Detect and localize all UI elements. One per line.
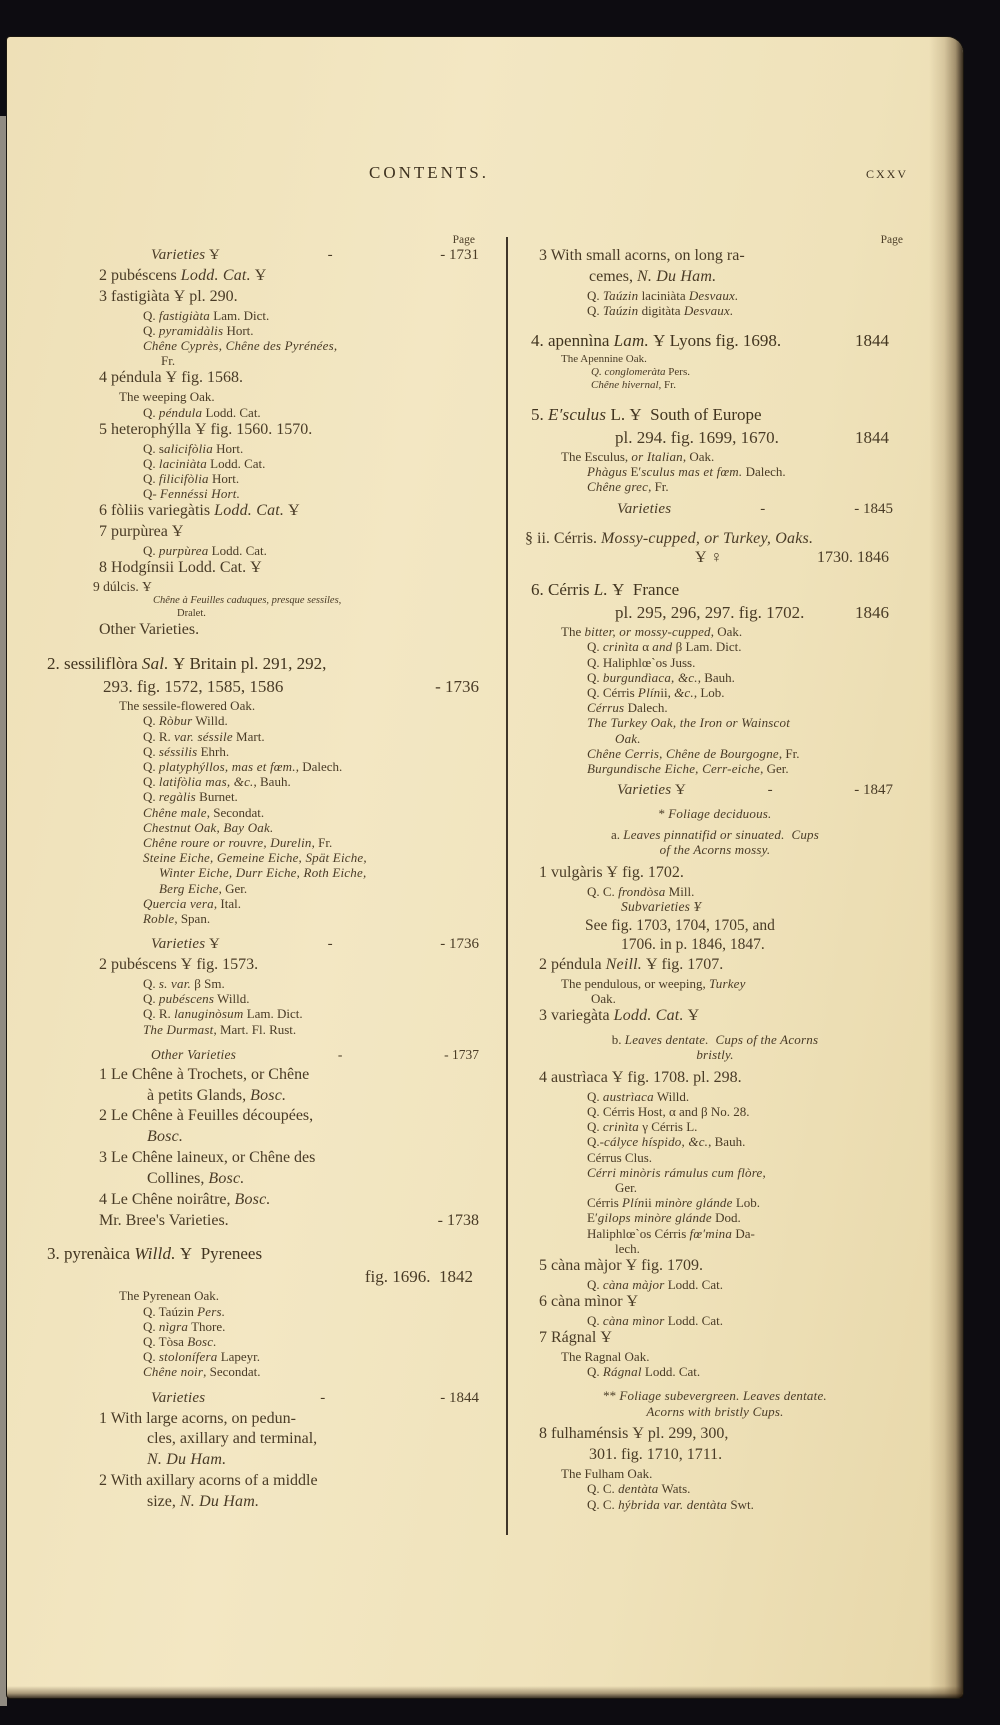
toc-line: Chestnut Oak, Bay Oak. [143, 819, 274, 835]
toc-line: b. Leaves dentate. Cups of the Acorns [611, 1031, 819, 1047]
toc-line: 2 Le Chêne à Feuilles découpées, [99, 1107, 314, 1125]
toc-line: Q. salicifòlia Hort. [143, 440, 244, 456]
toc-line: The sessile-flowered Oak. [119, 698, 256, 714]
toc-line: The Fulham Oak. [561, 1466, 653, 1482]
toc-line: Varieties Ұ - - 1847 [617, 782, 893, 799]
toc-line: Oak. [591, 990, 616, 1006]
toc-line: Q- Fennéssi Hort. [143, 486, 241, 502]
toc-line: Q. Taúzin digitàta Desvaux. [587, 302, 734, 318]
toc-line: pl. 294. fig. 1699, 1670. 1844 [615, 427, 889, 447]
toc-line: Chêne roure or rouvre, Durelin, Fr. [143, 834, 333, 850]
toc-line: Burgundische Eiche, Cerr-eiche, Ger. [587, 761, 789, 777]
toc-line: N. Du Ham. [147, 1451, 227, 1469]
toc-line: Q. Ròbur Willd. [143, 713, 228, 729]
toc-line: Cérris Plínii minòre glánde Lob. [587, 1195, 761, 1211]
toc-line: Chêne hivernal, Fr. [591, 378, 676, 391]
toc-line: Q. stolonífera Lapeyr. [143, 1349, 261, 1365]
toc-line: Q. Cérris Plínii, &c., Lob. [587, 685, 725, 701]
toc-line: Winter Eiche, Durr Eiche, Roth Eiche, [159, 865, 367, 881]
line-gap [525, 1379, 935, 1388]
toc-line: Berg Eiche, Ger. [159, 880, 248, 896]
toc-line: Q. C. hýbrida var. dentàta Swt. [587, 1496, 754, 1512]
toc-line: 301. fig. 1710, 1711. [589, 1446, 723, 1464]
toc-line: The Durmast, Mart. Fl. Rust. [143, 1021, 297, 1037]
toc-line: Oak. [615, 730, 641, 746]
toc-line: Mr. Bree's Varieties. - 1738 [99, 1211, 479, 1229]
book-page [7, 37, 963, 1698]
toc-line: The bitter, or mossy-cupped, Oak. [561, 624, 743, 640]
toc-line: 2 pubéscens Lodd. Cat. Ұ [99, 267, 267, 284]
toc-line: The Esculus, or Italian, Oak. [561, 448, 715, 464]
toc-line: Other Varieties - - 1737 [151, 1046, 479, 1062]
toc-line: E′gilops minòre glánde Dod. [587, 1210, 741, 1226]
line-gap [47, 1380, 495, 1389]
toc-line: 5 heterophýlla Ұ fig. 1560. 1570. [99, 420, 313, 438]
line-gap [525, 318, 935, 327]
toc-line: Cérri minòris rámulus cum flòre, [587, 1164, 766, 1180]
toc-line: See fig. 1703, 1704, 1705, and [585, 916, 775, 934]
toc-line: Ger. [615, 1179, 638, 1195]
toc-line: Acorns with bristly Cups. [646, 1403, 784, 1419]
toc-line: Q. conglomeràta Pers. [591, 365, 690, 378]
toc-line: Steine Eiche, Gemeine Eiche, Spät Eiche, [143, 850, 367, 866]
toc-line: Chêne à Feuilles caduques, presque sessiles, [153, 595, 342, 607]
toc-line: Q. C. dentàta Wats. [587, 1481, 691, 1497]
toc-line: 9 dúlcis. Ұ [93, 579, 152, 595]
toc-line: Q. Taúzin laciniàta Desvaux. [587, 287, 739, 303]
toc-line: Q. R. lanuginòsum Lam. Dict. [143, 1006, 303, 1022]
toc-line: 6 càna mìnor Ұ [539, 1293, 639, 1311]
toc-line: Q. nìgra Thore. [143, 1318, 226, 1334]
toc-line: 8 Hodgínsii Lodd. Cat. Ұ [99, 559, 262, 577]
page-edge-shadow-bottom [7, 1686, 963, 1698]
toc-line: 8 fulhaménsis Ұ pl. 299, 300, [539, 1425, 729, 1443]
line-gap [47, 926, 495, 935]
toc-line: 293. fig. 1572, 1585, 1586 - 1736 [103, 676, 479, 696]
toc-line: 3 Le Chêne laineux, or Chêne des [99, 1149, 316, 1167]
toc-line: Chêne grec, Fr. [587, 479, 669, 495]
toc-line: of the Acorns mossy. [659, 842, 771, 858]
toc-line: Q. péndula Lodd. Cat. [143, 404, 261, 420]
toc-line: Q. R. var. séssile Mart. [143, 728, 265, 744]
toc-line: 3 variegàta Lodd. Cat. Ұ [539, 1006, 700, 1024]
toc-line: Dralet. [177, 607, 206, 619]
toc-line: 4. apennìna Lam. Ұ Lyons fig. 1698. 1844 [531, 331, 889, 351]
toc-line: Q. C. frondòsa Mill. [587, 883, 695, 899]
toc-line: Chêne Cyprès, Chêne des Pyrénées, [143, 338, 338, 354]
toc-line: a. Leaves pinnatifid or sinuated. Cups [611, 826, 819, 842]
toc-line: Bosc. [147, 1128, 184, 1146]
toc-line: Phàgus E′sculus mas et fœm. Dalech. [587, 464, 786, 480]
toc-line: The weeping Oak. [119, 389, 215, 405]
toc-line: 2 pubéscens Ұ fig. 1573. [99, 956, 259, 974]
toc-line: Q. Rágnal Lodd. Cat. [587, 1364, 701, 1380]
toc-line: 1 With large acorns, on pedun- [99, 1409, 296, 1427]
toc-line: lech. [615, 1240, 640, 1256]
toc-line: cemes, N. Du Ham. [589, 267, 717, 285]
toc-line: Cérrus Dalech. [587, 700, 668, 716]
toc-line: cles, axillary and terminal, [147, 1430, 318, 1448]
toc-line: ** Foliage subevergreen. Leaves dentate. [603, 1388, 827, 1404]
toc-line: size, N. Du Ham. [147, 1492, 260, 1510]
toc-line: Q. Haliphlœ`os Juss. [587, 654, 696, 670]
line-gap [525, 520, 935, 529]
toc-line: Haliphlœ`os Cérris fœ′mina Da- [587, 1225, 755, 1241]
page-folio: cxxv [865, 163, 908, 182]
toc-line: Q. crinìta α and β Lam. Dict. [587, 639, 742, 655]
line-gap [525, 567, 935, 576]
toc-line: The Pyrenean Oak. [119, 1288, 219, 1304]
toc-line: Q. pubéscens Willd. [143, 991, 250, 1007]
page-title: CONTENTS. [368, 163, 490, 182]
contents-column-left [47, 234, 495, 1513]
toc-line: bristly. [696, 1047, 734, 1063]
toc-line: Chêne male, Secondat. [143, 804, 265, 820]
toc-line: Quercia vera, Ital. [143, 895, 241, 911]
toc-line: 3 With small acorns, on long ra- [539, 247, 745, 264]
toc-line: 3. pyrenàica Willd. Ұ Pyrenees [47, 1244, 263, 1264]
toc-line: The Turkey Oak, the Iron or Wainscot [587, 715, 791, 731]
toc-line: 7 purpùrea Ұ [99, 523, 184, 541]
toc-line: Varieties Ұ - - 1731 [151, 247, 479, 263]
toc-line: 6 fòliis variegàtis Lodd. Cat. Ұ [99, 502, 300, 520]
toc-line: Chêne noir, Secondat. [143, 1364, 261, 1380]
line-gap [47, 1037, 495, 1046]
toc-line: Q. filicifòlia Hort. [143, 470, 240, 486]
toc-line: 2 péndula Neill. Ұ fig. 1707. [539, 955, 724, 973]
line-gap [525, 392, 935, 401]
toc-line: Varieties Ұ - - 1736 [151, 936, 479, 953]
toc-line: Q. purpùrea Lodd. Cat. [143, 543, 267, 558]
toc-line: Q. latifòlia mas, &c., Bauh. [143, 774, 291, 790]
toc-line: Q. s. var. β Sm. [143, 975, 225, 991]
toc-line: Q. séssilis Ehrh. [143, 743, 230, 759]
toc-line: Q. pyramidàlis Hort. [143, 322, 254, 338]
toc-line: pl. 295, 296, 297. fig. 1702. 1846 [615, 602, 889, 622]
toc-line: Q. laciniàta Lodd. Cat. [143, 455, 266, 471]
toc-line: 4 austrìaca Ұ fig. 1708. pl. 298. [539, 1068, 742, 1086]
toc-line: Q. càna màjor Lodd. Cat. [587, 1276, 723, 1292]
toc-line: 5 càna màjor Ұ fig. 1709. [539, 1257, 703, 1274]
toc-line: Q. austrìaca Willd. [587, 1088, 690, 1104]
toc-line: fig. 1696. 1842 [364, 1266, 473, 1286]
toc-line: Page [880, 234, 903, 246]
toc-line: Q. Taúzin Pers. [143, 1303, 226, 1319]
toc-line: 7 Rágnal Ұ [539, 1329, 612, 1347]
toc-line: 4 péndula Ұ fig. 1568. [99, 369, 243, 387]
toc-line: Varieties - - 1844 [151, 1389, 479, 1406]
toc-line: Ұ ♀ 1730. 1846 [695, 549, 889, 567]
toc-line: 3 fastigiàta Ұ pl. 290. [99, 287, 238, 305]
toc-line: 2. sessiliflòra Sal. Ұ Britain pl. 291, 292, [47, 654, 327, 674]
toc-line: 1 Le Chêne à Trochets, or Chêne [99, 1065, 310, 1083]
line-gap [47, 641, 495, 650]
toc-line: Subvarieties Ұ [621, 899, 702, 915]
toc-line: Fr. [161, 353, 176, 369]
toc-line: The Ragnal Oak. [561, 1348, 650, 1364]
toc-line: Chêne Cerris, Chêne de Bourgogne, Fr. [587, 745, 800, 761]
toc-line: § ii. Cérris. Mossy-cupped, or Turkey, Oaks. [525, 529, 814, 547]
toc-line: Collines, Bosc. [147, 1169, 245, 1187]
toc-line: * Foliage deciduous. [658, 806, 772, 822]
contents-column-right [525, 234, 935, 1512]
page-edge-shadow-right [929, 37, 963, 1698]
line-gap [47, 1231, 495, 1240]
toc-line: Q. crinìta γ Cérris L. [587, 1119, 698, 1135]
toc-line: Q. càna mìnor Lodd. Cat. [587, 1312, 723, 1328]
toc-line: Q. fastigiàta Lam. Dict. [143, 307, 270, 323]
toc-line: Page [452, 234, 475, 246]
toc-line: 6. Cérris L. Ұ France [531, 580, 680, 600]
toc-line: Q. burgundìaca, &c., Bauh. [587, 669, 735, 685]
toc-line: Q. regàlis Burnet. [143, 789, 238, 805]
scan-left-edge [0, 116, 7, 1706]
toc-line: Q. Cérris Host, α and β No. 28. [587, 1103, 750, 1119]
toc-line: Cérrus Clus. [587, 1149, 652, 1165]
toc-line: Q. platyphýllos, mas et fœm., Dalech. [143, 758, 343, 774]
column-divider-rule [506, 237, 508, 1535]
toc-line: 1 vulgàris Ұ fig. 1702. [539, 864, 684, 882]
toc-line: 4 Le Chêne noirâtre, Bosc. [99, 1190, 271, 1208]
toc-line: The pendulous, or weeping, Turkey [561, 975, 746, 991]
toc-line: 2 With axillary acorns of a middle [99, 1472, 318, 1489]
toc-line: Q. Tòsa Bosc. [143, 1333, 217, 1349]
toc-line: The Apennine Oak. [561, 352, 647, 365]
toc-line: 1706. in p. 1846, 1847. [621, 936, 765, 954]
toc-line: Roble, Span. [143, 910, 211, 926]
toc-line: Varieties - - 1845 [617, 500, 893, 517]
toc-line: Other Varieties. [99, 621, 200, 639]
toc-line: Q.-cályce híspido, &c., Bauh. [587, 1134, 746, 1150]
toc-line: à petits Glands, Bosc. [147, 1086, 287, 1104]
toc-line: 5. E′sculus L. Ұ South of Europe [531, 405, 762, 425]
